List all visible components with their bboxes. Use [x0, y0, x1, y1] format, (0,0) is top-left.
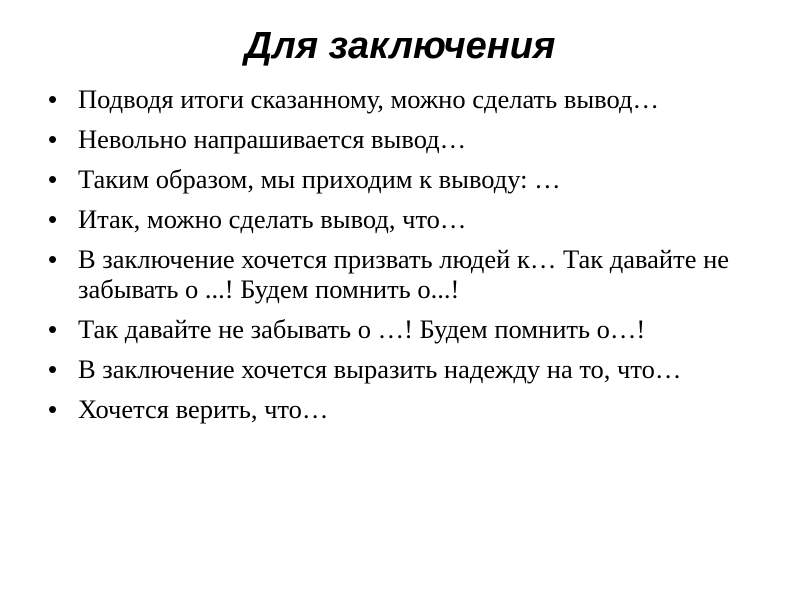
list-item-text: В заключение хочется призвать людей к… Так давайте не забывать о ...! Будем помнить о...! [78, 244, 730, 304]
list-item-text: Хочется верить, что… [78, 394, 329, 424]
bullet-icon: • [48, 244, 58, 274]
list-item [48, 244, 748, 304]
bullet-icon: • [48, 394, 58, 424]
bullet-icon: • [48, 84, 58, 114]
list-item [48, 204, 748, 234]
list-item-text: Так давайте не забывать о …! Будем помнить о…! [78, 314, 646, 344]
list-item-text: В заключение хочется выразить надежду на то, что… [78, 354, 682, 384]
slide-title: Для заключения [244, 25, 556, 67]
list-item-text: Невольно напрашивается вывод… [78, 124, 467, 154]
bullet-icon: • [48, 124, 58, 154]
list-item-text: Подводя итоги сказанному, можно сделать вывод… [78, 84, 659, 114]
list-item-text: Итак, можно сделать вывод, что… [78, 204, 467, 234]
list-item [48, 124, 748, 154]
bullet-icon: • [48, 354, 58, 384]
list-item [48, 84, 748, 114]
list-item [48, 164, 748, 194]
list-item [48, 354, 748, 384]
list-item [48, 314, 748, 344]
bullet-icon: • [48, 314, 58, 344]
list-item-text: Таким образом, мы приходим к выводу: … [78, 164, 561, 194]
bullet-icon: • [48, 164, 58, 194]
list-item [48, 394, 748, 424]
bullet-icon: • [48, 204, 58, 234]
bullet-list [48, 84, 748, 434]
